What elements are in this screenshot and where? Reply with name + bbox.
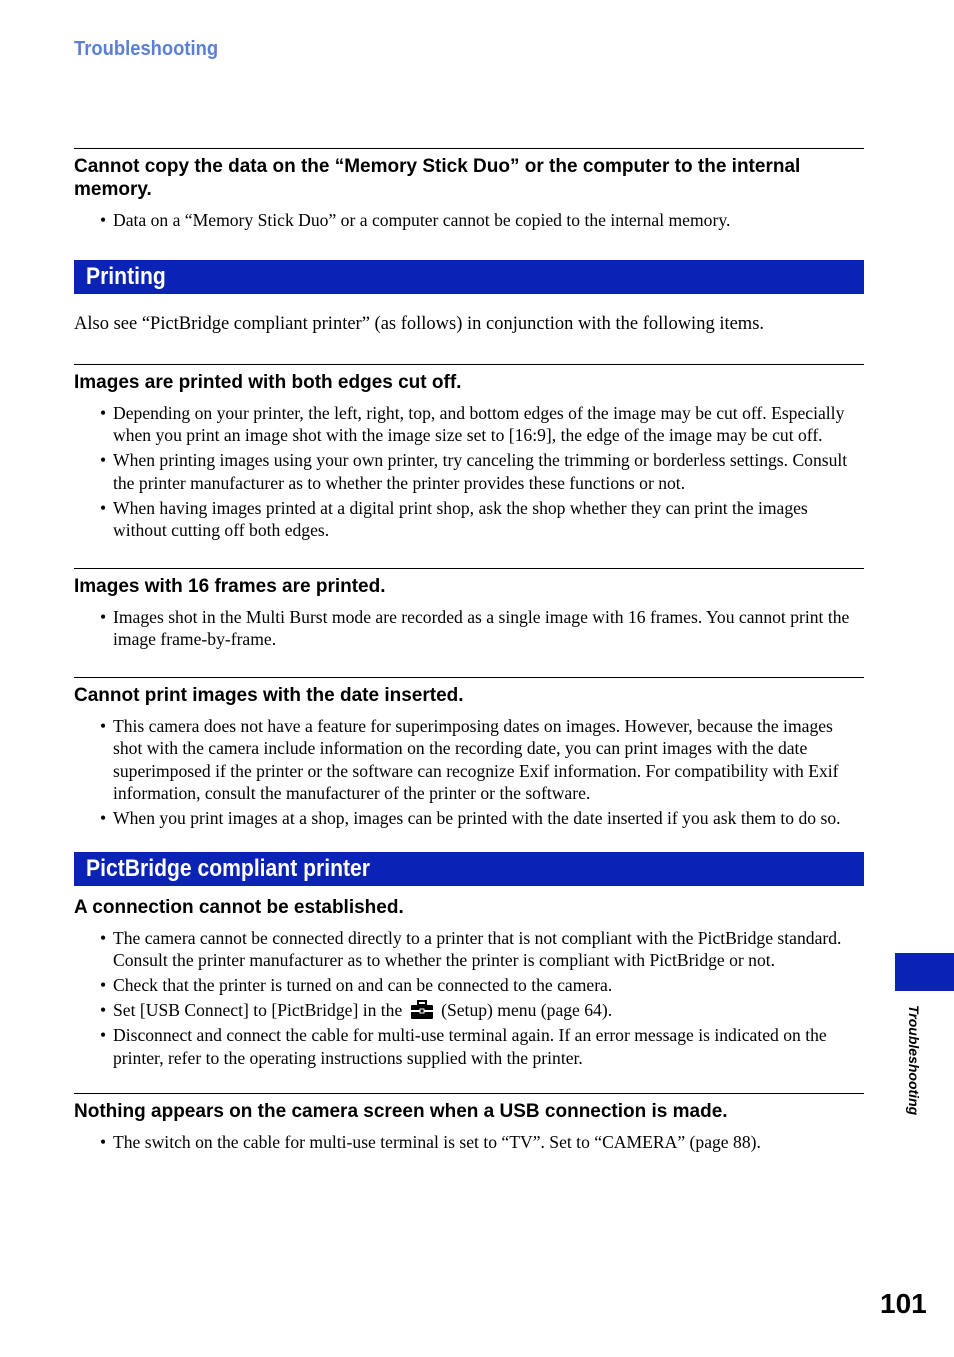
item-title: A connection cannot be established. (74, 896, 404, 918)
bullet-list (74, 1131, 864, 1154)
bullet-list (74, 209, 864, 232)
item-date-inserted (74, 677, 864, 830)
bullet-item: • Check that the printer is turned on and can be connected to the camera. (113, 974, 864, 997)
bullet-item: • The switch on the cable for multi-use terminal is set to “TV”. Set to “CAMERA” (page 88). (113, 1131, 864, 1154)
page-number: 101 (880, 1288, 927, 1319)
item-edges-cut-off (74, 364, 864, 542)
bullet-item (113, 999, 864, 1022)
item-title: Images with 16 frames are printed. (74, 575, 386, 597)
bullet-list (74, 715, 864, 830)
bullet-item: • Data on a “Memory Stick Duo” or a computer cannot be copied to the internal memory. (113, 209, 864, 232)
bullet-text-after: (Setup) menu (page 64). (441, 1000, 613, 1020)
item-connection-failed (74, 896, 864, 1070)
setup-toolbox-icon (410, 1000, 434, 1020)
printing-heading (74, 260, 864, 294)
item-16-frames (74, 568, 864, 651)
bullet-item: • This camera does not have a feature for superimposing dates on images. However, because the images shot with the camera include information on the recording date, you can print images with the date superimposed if the printer or the software can recognize Exif information. For compatibility with Exif information, consult the manufacturer of the printer or the software. (113, 715, 864, 805)
pictbridge-heading (74, 852, 864, 886)
item-title: Cannot copy the data on the “Memory Stick Duo” or the computer to the internal memory. (74, 156, 801, 200)
bullet-item: • Disconnect and connect the cable for multi-use terminal again. If an error message is indicated on the printer, refer to the operating instructions supplied with the printer. (113, 1024, 864, 1069)
running-header: Troubleshooting (74, 38, 219, 60)
bullet-item: • When having images printed at a digital print shop, ask the shop whether they can print the images without cutting off both edges. (113, 497, 864, 542)
bullet-item: • The camera cannot be connected directly to a printer that is not compliant with the PictBridge standard. Consult the printer manufacturer as to whether the printer is compliant with PictBridge or not. (113, 927, 864, 972)
pictbridge-heading-text: PictBridge compliant printer (86, 854, 370, 882)
bullet-list (74, 606, 864, 651)
item-title: Images are printed with both edges cut off. (74, 371, 462, 393)
printing-heading-text: Printing (86, 262, 166, 290)
bullet-list (74, 402, 864, 542)
bullet-text-before: Set [USB Connect] to [PictBridge] in the (113, 1000, 403, 1020)
item-title: Cannot print images with the date inserted. (74, 684, 464, 706)
item-title: Nothing appears on the camera screen when a USB connection is made. (74, 1101, 728, 1122)
bullet-item: • Images shot in the Multi Burst mode are recorded as a single image with 16 frames. You cannot print the image frame-by-frame. (113, 606, 864, 651)
bullet-list (74, 927, 864, 1070)
bullet-item: • When printing images using your own printer, try canceling the trimming or borderless settings. Consult the printer manufacturer as to whether the printer provides these functions or not. (113, 449, 864, 494)
bullet-item: • When you print images at a shop, images can be printed with the date inserted if you ask them to do so. (113, 807, 864, 830)
item-usb-nothing-appears (74, 1093, 864, 1154)
page-content (74, 148, 864, 1156)
side-tab-label: Troubleshooting (906, 1005, 922, 1116)
printing-intro: Also see “PictBridge compliant printer” (as follows) in conjunction with the following items. (74, 313, 765, 334)
side-tab-marker (895, 953, 954, 991)
item-copy-internal-memory (74, 148, 864, 232)
bullet-item: • Depending on your printer, the left, right, top, and bottom edges of the image may be cut off. Especially when you print an image shot with the image size set to [16:9], the edge of the image may be cut off. (113, 402, 864, 447)
